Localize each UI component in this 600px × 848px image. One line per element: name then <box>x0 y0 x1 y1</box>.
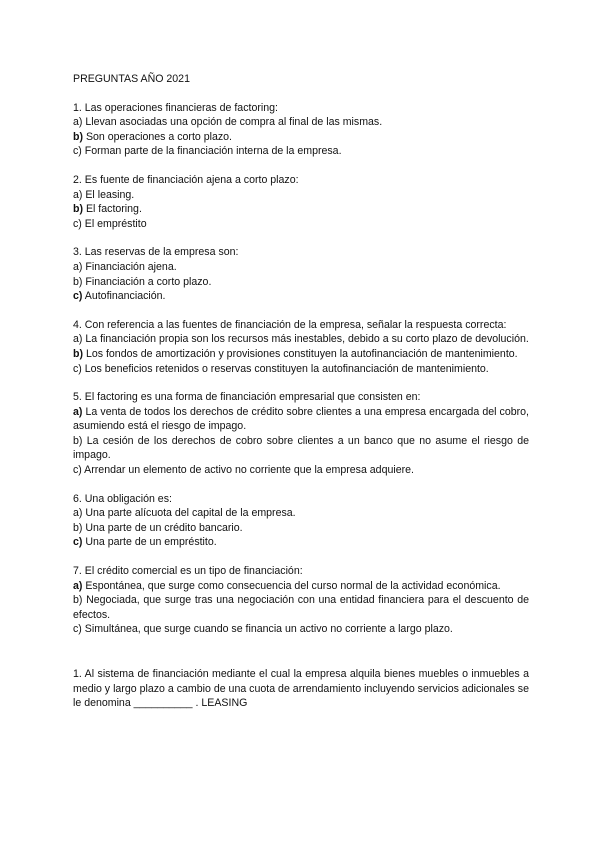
document-body <box>73 72 529 711</box>
answer-option <box>73 260 529 275</box>
option-letter: c) <box>73 536 83 549</box>
option-letter: b) <box>73 203 83 216</box>
answer-option <box>73 434 529 463</box>
answer-option <box>73 144 529 159</box>
option-letter: a) <box>73 507 83 520</box>
option-text: Los beneficios retenidos o reservas constituyen la autofinanciación de mantenimiento. <box>81 362 489 375</box>
option-letter: c) <box>73 623 82 636</box>
question-block <box>73 101 529 159</box>
question-stem: 1. Las operaciones financieras de factoring: <box>73 101 278 114</box>
answer-option <box>73 405 529 434</box>
fill-in-question: 1. Al sistema de financiación mediante el cual la empresa alquila bienes muebles o inmuebles a medio y largo plazo a cambio de una cuota de arrendamiento incluyendo servicios adicionales se le denomina __________ . LEASING <box>73 668 529 710</box>
page-title: PREGUNTAS AÑO 2021 <box>73 73 190 85</box>
option-text: Llevan asociadas una opción de compra al final de las mismas. <box>82 116 383 129</box>
option-letter: a) <box>73 188 83 201</box>
option-text: Son operaciones a corto plazo. <box>83 130 232 143</box>
option-letter: c) <box>73 362 82 375</box>
option-text: El empréstito <box>81 217 147 230</box>
option-text: Una parte de un empréstito. <box>82 536 217 549</box>
option-letter: b) <box>73 521 83 534</box>
option-letter: b) <box>73 275 83 288</box>
answer-option <box>73 463 529 478</box>
option-letter: a) <box>73 579 83 592</box>
question-list <box>73 101 529 637</box>
question-stem: 5. El factoring es una forma de financiación empresarial que consisten en: <box>73 391 421 404</box>
answer-option <box>73 579 529 594</box>
option-text: Forman parte de la financiación interna de la empresa. <box>81 145 342 158</box>
option-letter: b) <box>73 130 83 143</box>
question-block <box>73 492 529 550</box>
option-letter: c) <box>73 217 82 230</box>
question-block <box>73 390 529 478</box>
option-text: Autofinanciación. <box>82 290 166 303</box>
option-text: El factoring. <box>83 203 142 216</box>
option-text: Simultánea, que surge cuando se financia un activo no corriente a largo plazo. <box>81 623 453 636</box>
option-letter: c) <box>73 464 82 477</box>
answer-option <box>73 362 529 377</box>
answer-option <box>73 289 529 304</box>
answer-option <box>73 332 529 347</box>
answer-option <box>73 347 529 362</box>
option-letter: b) <box>73 434 83 447</box>
option-text: Una parte de un crédito bancario. <box>82 521 243 534</box>
option-letter: c) <box>73 145 82 158</box>
answer-option <box>73 275 529 290</box>
option-text: La financiación propia son los recursos más inestables, debido a su corto plazo de devolución. <box>82 333 529 346</box>
question-stem: 3. Las reservas de la empresa son: <box>73 246 239 259</box>
option-text: Arrendar un elemento de activo no corriente que la empresa adquiere. <box>81 464 414 477</box>
answer-option <box>73 130 529 145</box>
question-block <box>73 318 529 376</box>
option-text: Espontánea, que surge como consecuencia del curso normal de la actividad económica. <box>82 579 501 592</box>
answer-option <box>73 202 529 217</box>
option-text: Financiación ajena. <box>82 260 177 273</box>
question-block <box>73 245 529 303</box>
option-letter: a) <box>73 260 83 273</box>
question-stem: 4. Con referencia a las fuentes de financiación de la empresa, señalar la respuesta correcta: <box>73 318 507 331</box>
answer-option <box>73 521 529 536</box>
option-letter: b) <box>73 594 83 607</box>
answer-option <box>73 535 529 550</box>
answer-option <box>73 115 529 130</box>
option-text: Financiación a corto plazo. <box>82 275 212 288</box>
option-text: Negociada, que surge tras una negociación con una entidad financiera para el descuento de efectos. <box>73 594 529 621</box>
answer-option <box>73 593 529 622</box>
option-text: La cesión de los derechos de cobro sobre clientes a un banco que no asume el riesgo de impago. <box>73 434 529 462</box>
question-stem: 6. Una obligación es: <box>73 492 172 505</box>
answer-option <box>73 188 529 203</box>
question-block <box>73 173 529 231</box>
question-stem: 2. Es fuente de financiación ajena a corto plazo: <box>73 173 299 186</box>
option-letter: a) <box>73 405 83 418</box>
question-block <box>73 564 529 637</box>
answer-option <box>73 217 529 232</box>
answer-option <box>73 506 529 521</box>
option-text: Una parte alícuota del capital de la empresa. <box>82 507 296 520</box>
option-letter: a) <box>73 333 83 346</box>
option-text: Los fondos de amortización y provisiones constituyen la autofinanciación de mantenimiento. <box>83 347 518 360</box>
option-text: La venta de todos los derechos de crédito sobre clientes a una empresa encargada del cobro, asumiendo está el riesgo de impago. <box>73 405 529 433</box>
answer-option <box>73 622 529 637</box>
option-text: El leasing. <box>82 188 135 201</box>
option-letter: a) <box>73 116 83 129</box>
option-letter: b) <box>73 347 83 360</box>
option-letter: c) <box>73 290 83 303</box>
question-stem: 7. El crédito comercial es un tipo de financiación: <box>73 565 303 578</box>
